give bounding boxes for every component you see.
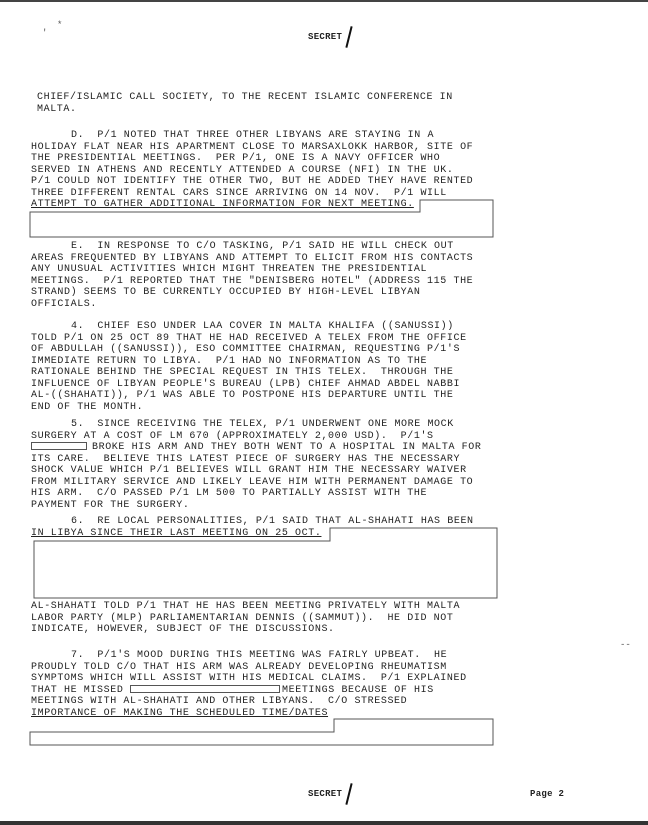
footer-classification-marking: SECRET — [308, 789, 343, 799]
text-line: MALTA. — [37, 103, 77, 115]
text-line: IMPORTANCE OF MAKING THE SCHEDULED TIME/DATES — [31, 707, 329, 719]
text-line: MEETINGS BECAUSE OF HIS — [282, 684, 434, 696]
paragraph-6-continued — [31, 601, 460, 636]
paragraph-7 — [31, 650, 467, 719]
text-line: SHOCK VALUE WHICH P/1 BELIEVES WILL GRANT HIM THE NECESSARY WAIVER — [31, 465, 467, 476]
strikethrough-slash — [345, 783, 352, 805]
text-line: LABOR PARTY (MLP) PARLIAMENTARIAN DENNIS ((SAMMUT)). HE DID NOT — [31, 612, 454, 624]
text-line: HOLIDAY FLAT NEAR HIS APARTMENT CLOSE TO MARSAXLOKK HARBOR, SITE OF — [31, 141, 474, 153]
scan-artifact: * — [57, 20, 63, 30]
text-line: AL-SHAHATI TOLD P/1 THAT HE HAS BEEN MEETING PRIVATELY WITH MALTA — [31, 601, 461, 612]
text-line: ITS CARE. BELIEVE THIS LATEST PIECE OF SURGERY HAS THE NECESSARY — [31, 453, 461, 465]
text-line: CHIEF/ISLAMIC CALL SOCIETY, TO THE RECENT ISLAMIC CONFERENCE IN — [37, 92, 453, 103]
text-line: ATTEMPT TO GATHER ADDITIONAL INFORMATION FOR NEXT MEETING. — [31, 199, 414, 210]
paragraph-e — [31, 241, 473, 310]
scan-edge-bottom — [0, 821, 648, 825]
scan-artifact: -- — [620, 640, 631, 650]
paragraph-d — [31, 130, 473, 211]
strikethrough-slash — [345, 26, 352, 48]
text-line: HIS ARM. C/O PASSED P/1 LM 500 TO PARTIALLY ASSIST WITH THE — [31, 488, 428, 499]
text-line: OF ABDULLAH ((SANUSSI)), ESO COMMITTEE CHAIRMAN, REQUESTING P/1'S — [31, 344, 461, 355]
text-line: INDICATE, HOWEVER, SUBJECT OF THE DISCUSSIONS. — [31, 624, 335, 635]
paragraph-5 — [31, 419, 481, 511]
text-line: THE PRESIDENTIAL MEETINGS. PER P/1, ONE IS A NAVY OFFICER WHO — [31, 153, 441, 164]
text-line: ANY UNUSUAL ACTIVITIES WHICH MIGHT THREATEN THE PRESIDENTIAL — [31, 264, 428, 275]
text-line: PROUDLY TOLD C/O THAT HIS ARM WAS ALREADY DEVELOPING RHEUMATISM — [31, 661, 447, 673]
text-line: PAYMENT FOR THE SURGERY. — [31, 499, 190, 511]
text-line: SYMPTOMS WHICH WILL ASSIST WITH HIS MEDICAL CLAIMS. P/1 EXPLAINED — [31, 673, 467, 684]
text-line: 5. SINCE RECEIVING THE TELEX, P/1 UNDERWENT ONE MORE MOCK — [71, 419, 454, 430]
text-line: TOLD P/1 ON 25 OCT 89 THAT HE HAD RECEIVED A TELEX FROM THE OFFICE — [31, 332, 467, 344]
text-line: END OF THE MONTH. — [31, 401, 144, 413]
text-line: INFLUENCE OF LIBYAN PEOPLE'S BUREAU (LPB) CHIEF AHMAD ABDEL NABBI — [31, 378, 461, 390]
text-line: 4. CHIEF ESO UNDER LAA COVER IN MALTA KHALIFA ((SANUSSI)) — [71, 321, 454, 332]
text-line: AREAS FREQUENTED BY LIBYANS AND ATTEMPT TO ELICIT FROM HIS CONTACTS — [31, 252, 474, 264]
text-line: IN LIBYA SINCE THEIR LAST MEETING ON 25 OCT. — [31, 527, 322, 539]
redaction-box — [31, 442, 87, 450]
redaction-box-7 — [30, 719, 493, 745]
text-line: FROM MILITARY SERVICE AND LIKELY LEAVE HIM WITH PERMANENT DAMAGE TO — [31, 476, 474, 488]
redaction-box — [130, 685, 280, 693]
paragraph-4 — [31, 321, 467, 413]
text-line: E. IN RESPONSE TO C/O TASKING, P/1 SAID HE WILL CHECK OUT — [71, 241, 454, 252]
text-line: SURGERY AT A COST OF LM 670 (APPROXIMATELY 2,000 USD). P/1'S — [31, 430, 434, 442]
text-line: AL-((SHAHATI)), P/1 WAS ABLE TO POSTPONE HIS DEPARTURE UNTIL THE — [31, 390, 454, 401]
text-line: D. P/1 NOTED THAT THREE OTHER LIBYANS ARE STAYING IN A — [71, 130, 435, 141]
paragraph-6 — [31, 516, 474, 539]
text-line: BROKE HIS ARM AND THEY BOTH WENT TO A HOSPITAL IN MALTA FOR — [92, 442, 482, 453]
text-line: MEETINGS WITH AL-SHAHATI AND OTHER LIBYANS. C/O STRESSED — [31, 696, 408, 707]
text-line: STRAND) SEEMS TO BE CURRENTLY OCCUPIED BY HIGH-LEVEL LIBYAN — [31, 287, 421, 298]
text-line: THREE DIFFERENT RENTAL CARS SINCE ARRIVING ON 14 NOV. P/1 WILL — [31, 187, 447, 199]
header-classification-marking: SECRET — [308, 32, 343, 42]
text-line: THAT HE MISSED — [31, 684, 124, 696]
text-line: SERVED IN ATHENS AND RECENTLY ATTENDED A COURSE (NFI) IN THE UK. — [31, 164, 454, 176]
text-line: 6. RE LOCAL PERSONALITIES, P/1 SAID THAT AL-SHAHATI HAS BEEN — [71, 516, 474, 527]
text-line: RATIONALE BEHIND THE SPECIAL REQUEST IN THIS TELEX. THROUGH THE — [31, 367, 454, 378]
intro-paragraph — [37, 92, 453, 115]
text-line: OFFICIALS. — [31, 298, 98, 310]
text-line: 7. P/1'S MOOD DURING THIS MEETING WAS FAIRLY UPBEAT. HE — [71, 650, 448, 661]
scan-artifact: ' — [42, 28, 48, 38]
text-line: MEETINGS. P/1 REPORTED THAT THE "DENISBERG HOTEL" (ADDRESS 115 THE — [31, 275, 474, 287]
text-line: IMMEDIATE RETURN TO LIBYA. P/1 HAD NO INFORMATION AS TO THE — [31, 355, 428, 367]
page-number: Page 2 — [530, 789, 565, 799]
text-line: P/1 COULD NOT IDENTIFY THE OTHER TWO, BUT HE ADDED THEY HAVE RENTED — [31, 176, 474, 187]
scan-edge-top — [0, 0, 648, 2]
